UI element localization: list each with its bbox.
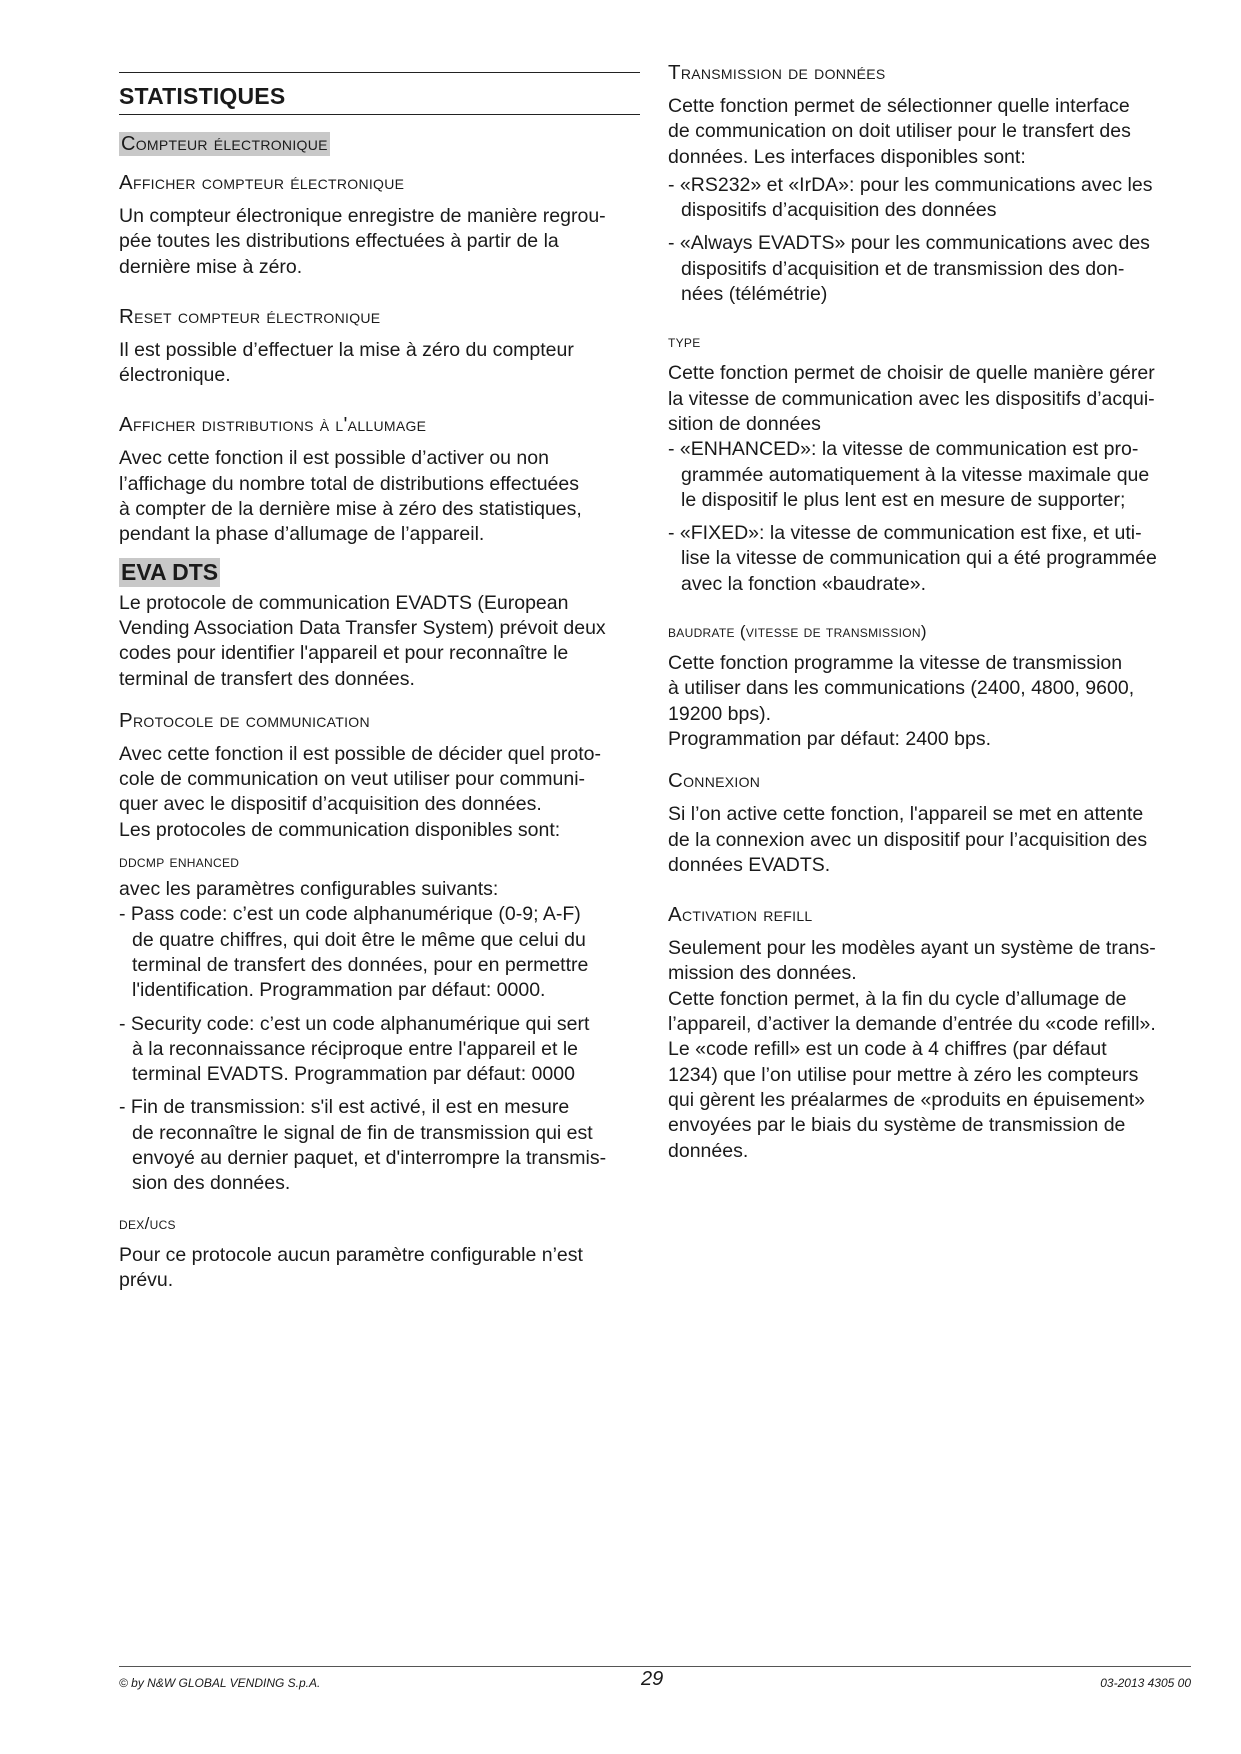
paragraph-type: Cette fonction permet de choisir de quelle manière gérer la vitesse de communication avec les dispositifs d’acqui- sition de données <box>668 362 1155 435</box>
heading-afficher-compteur: Afficher compteur électronique <box>119 171 405 194</box>
heading-connexion: Connexion <box>668 769 761 793</box>
ddcmp-intro: avec les paramètres configurables suivants: <box>119 878 499 901</box>
list-item-rs232: - «RS232» et «IrDA»: pour les communications avec les dispositifs d’acquisition des données <box>668 173 1153 222</box>
heading-protocole: Protocole de communication <box>119 708 370 732</box>
footer-copyright: © by N&W GLOBAL VENDING S.p.A. <box>119 1676 321 1690</box>
list-item-always-evadts: - «Always EVADTS» pour les communications avec des dispositifs d’acquisition et de transmission des don- nées (télémétrie) <box>668 232 1150 306</box>
heading-afficher-distributions: Afficher distributions à l'allumage <box>119 413 427 437</box>
page-number: 29 <box>641 1668 664 1690</box>
paragraph-reset-compteur: Il est possible d’effectuer la mise à zéro du compteur électronique. <box>119 338 574 387</box>
heading-transmission: Transmission de données <box>668 61 886 84</box>
right-column <box>668 60 1192 1164</box>
paragraph-protocole: Avec cette fonction il est possible de décider quel proto- cole de communication on veut utiliser pour communi- quer avec le dispositif d’acquisition des données. Les protocoles de communication disponibles sont: <box>119 742 602 841</box>
heading-ddcmp: ddcmp enhanced <box>119 852 240 872</box>
paragraph-dex-ucs: Pour ce protocole aucun paramètre configurable n’est prévu. <box>119 1243 583 1291</box>
section-title-statistiques: STATISTIQUES <box>119 72 640 115</box>
paragraph-afficher-distributions: Avec cette fonction il est possible d’activer ou non l’affichage du nombre total de distributions effectuées à compter de la dernière mise à zéro des statistiques, pendant la phase d’allumage de l’appareil. <box>119 447 582 546</box>
list-item-security-code: - Security code: c’est un code alphanumérique qui sert à la reconnaissance réciproque entre l'appareil et le terminal EVADTS. Programmation par défaut: 0000 <box>119 1012 590 1086</box>
paragraph-afficher-compteur: Un compteur électronique enregistre de manière regrou- pée toutes les distributions effectuées à partir de la dernière mise à zéro. <box>119 205 606 278</box>
list-item-pass-code: - Pass code: c’est un code alphanumérique (0-9; A-F) de quatre chiffres, qui doit être le même que celui du terminal de transfert des données, pour en permettre l'identification. Programmation par défaut: 0000. <box>119 903 589 1002</box>
footer-doc-code: 03-2013 4305 00 <box>1100 1676 1191 1690</box>
heading-dex-ucs: dex/ucs <box>119 1213 176 1233</box>
footer-divider <box>119 1666 1191 1667</box>
list-item-enhanced: - «ENHANCED»: la vitesse de communication est pro- grammée automatiquement à la vitesse maximale que le dispositif le plus lent est en mesure de supporter; <box>668 438 1150 511</box>
heading-baudrate: baudrate (vitesse de transmission) <box>668 622 927 642</box>
paragraph-eva-dts: Le protocole de communication EVADTS (European Vending Association Data Transfer System) prévoit deux codes pour identifier l'appareil et pour reconnaître le terminal de transfert des données. <box>119 591 606 690</box>
paragraph-activation-refill: Seulement pour les modèles ayant un système de trans- mission des données. Cette fonction permet, à la fin du cycle d’allumage de l’appareil, d’activer la demande d’entrée du «code refill». Le «code refill» est un code à 4 chiffres (par défaut 1234) que l’on utilise pour mettre à zéro les compteurs qui gèrent les préalarmes de «produits en épuisement» envoyées par le biais du système de transmission de données. <box>668 937 1156 1162</box>
heading-type: type <box>668 332 701 352</box>
list-item-fin-transmission: - Fin de transmission: s'il est activé, il est en mesure de reconnaître le signal de fin de transmission qui est envoyé au dernier paquet, et d'interrompre la transmis- sion des données. <box>119 1096 607 1195</box>
counter-heading: Compteur électronique <box>121 133 328 155</box>
eva-dts-heading: EVA DTS <box>121 558 219 585</box>
list-item-fixed: - «FIXED»: la vitesse de communication est fixe, et uti- lise la vitesse de communication qui a été programmée avec la fonction «baudrate». <box>668 522 1157 595</box>
paragraph-transmission: Cette fonction permet de sélectionner quelle interface de communication on doit utiliser pour le transfert des données. Les interfaces disponibles sont: <box>668 95 1131 168</box>
heading-reset-compteur: Reset compteur électronique <box>119 304 381 328</box>
paragraph-connexion: Si l’on active cette fonction, l'appareil se met en attente de la connexion avec un dispositif pour l’acquisition des données EVADTS. <box>668 803 1148 876</box>
paragraph-baudrate: Cette fonction programme la vitesse de transmission à utiliser dans les communications (2400, 4800, 9600, 19200 bps). Programmation par défaut: 2400 bps. <box>668 652 1135 750</box>
heading-activation-refill: Activation refill <box>668 903 813 927</box>
left-column <box>119 60 640 1293</box>
